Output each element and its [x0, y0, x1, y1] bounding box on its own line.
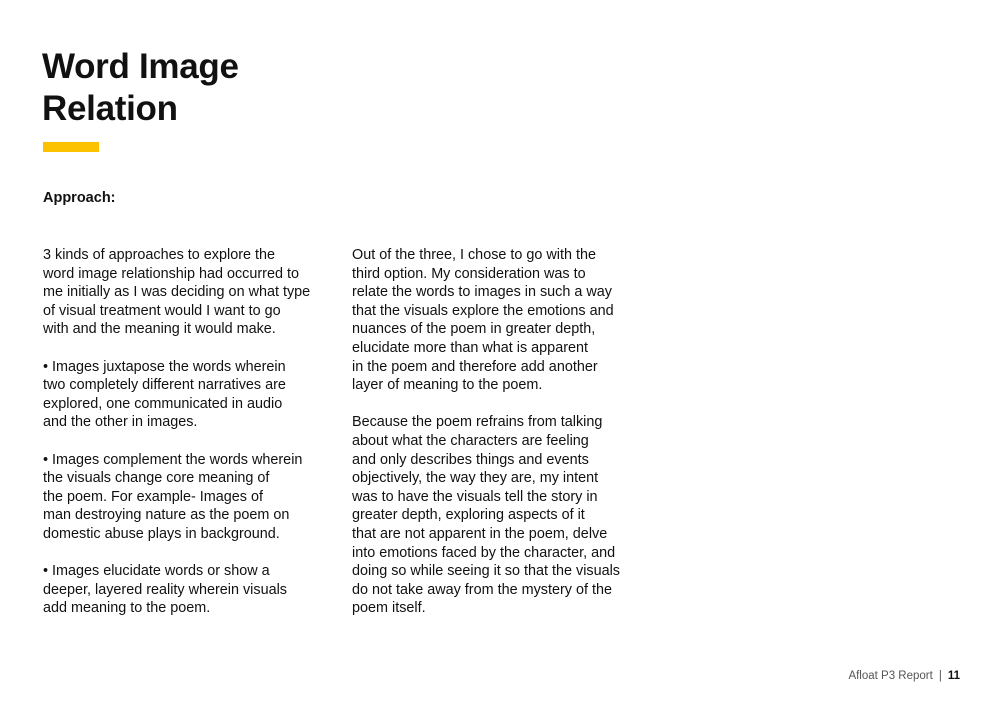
text-line: the poem. For example- Images of: [43, 488, 263, 505]
text-line: the visuals change core meaning of: [43, 470, 270, 487]
text-line: that the visuals explore the emotions and: [352, 302, 614, 319]
text-line: third option. My consideration was to: [352, 265, 586, 282]
footer-separator: |: [938, 670, 942, 682]
text-line: • Images elucidate words or show a: [43, 563, 270, 580]
paragraph: [43, 451, 310, 544]
text-line: add meaning to the poem.: [43, 600, 211, 617]
text-line: doing so while seeing it so that the visuals: [352, 563, 620, 580]
text-line: poem itself.: [352, 600, 426, 617]
title-line: Word Image: [42, 47, 239, 86]
text-line: that are not apparent in the poem, delve: [352, 525, 608, 542]
footer: [848, 670, 960, 682]
text-line: explored, one communicated in audio: [43, 395, 283, 412]
paragraph: [352, 246, 620, 395]
page-number: 11: [947, 670, 960, 682]
text-line: elucidate more than what is apparent: [352, 339, 588, 356]
paragraph: [43, 562, 310, 618]
section-heading: Approach:: [43, 190, 116, 206]
paragraph: [352, 413, 620, 618]
text-line: greater depth, exploring aspects of it: [352, 507, 585, 524]
text-line: in the poem and therefore add another: [352, 358, 598, 375]
text-line: 3 kinds of approaches to explore the: [43, 247, 275, 263]
text-line: deeper, layered reality wherein visuals: [43, 581, 287, 598]
text-line: into emotions faced by the character, and: [352, 544, 616, 561]
text-line: man destroying nature as the poem on: [43, 507, 290, 524]
title-line: Relation: [42, 89, 178, 128]
text-line: word image relationship had occurred to: [43, 265, 299, 282]
left-column: [43, 246, 310, 636]
text-line: was to have the visuals tell the story in: [352, 488, 598, 505]
text-line: of visual treatment would I want to go: [43, 302, 281, 319]
text-line: • Images complement the words wherein: [43, 451, 303, 468]
text-line: nuances of the poem in greater depth,: [352, 321, 596, 338]
text-line: me initially as I was deciding on what type: [43, 284, 311, 301]
right-column: [352, 246, 620, 636]
text-line: • Images juxtapose the words wherein: [43, 358, 286, 375]
text-line: do not take away from the mystery of the: [352, 581, 612, 598]
text-line: two completely different narratives are: [43, 377, 286, 394]
text-line: Because the poem refrains from talking: [352, 414, 603, 431]
accent-bar: [43, 142, 99, 152]
text-line: about what the characters are feeling: [352, 432, 589, 449]
report-name: Afloat P3 Report: [848, 670, 933, 682]
text-line: Out of the three, I chose to go with the: [352, 247, 596, 263]
page-title: [42, 46, 239, 130]
text-line: domestic abuse plays in background.: [43, 525, 280, 542]
text-line: and the other in images.: [43, 414, 198, 431]
text-line: objectively, the way they are, my intent: [352, 470, 599, 487]
paragraph: [43, 246, 310, 339]
text-line: and only describes things and events: [352, 451, 589, 468]
text-line: layer of meaning to the poem.: [352, 377, 543, 394]
text-line: relate the words to images in such a way: [352, 284, 612, 301]
paragraph: [43, 358, 310, 432]
text-line: with and the meaning it would make.: [43, 321, 276, 338]
